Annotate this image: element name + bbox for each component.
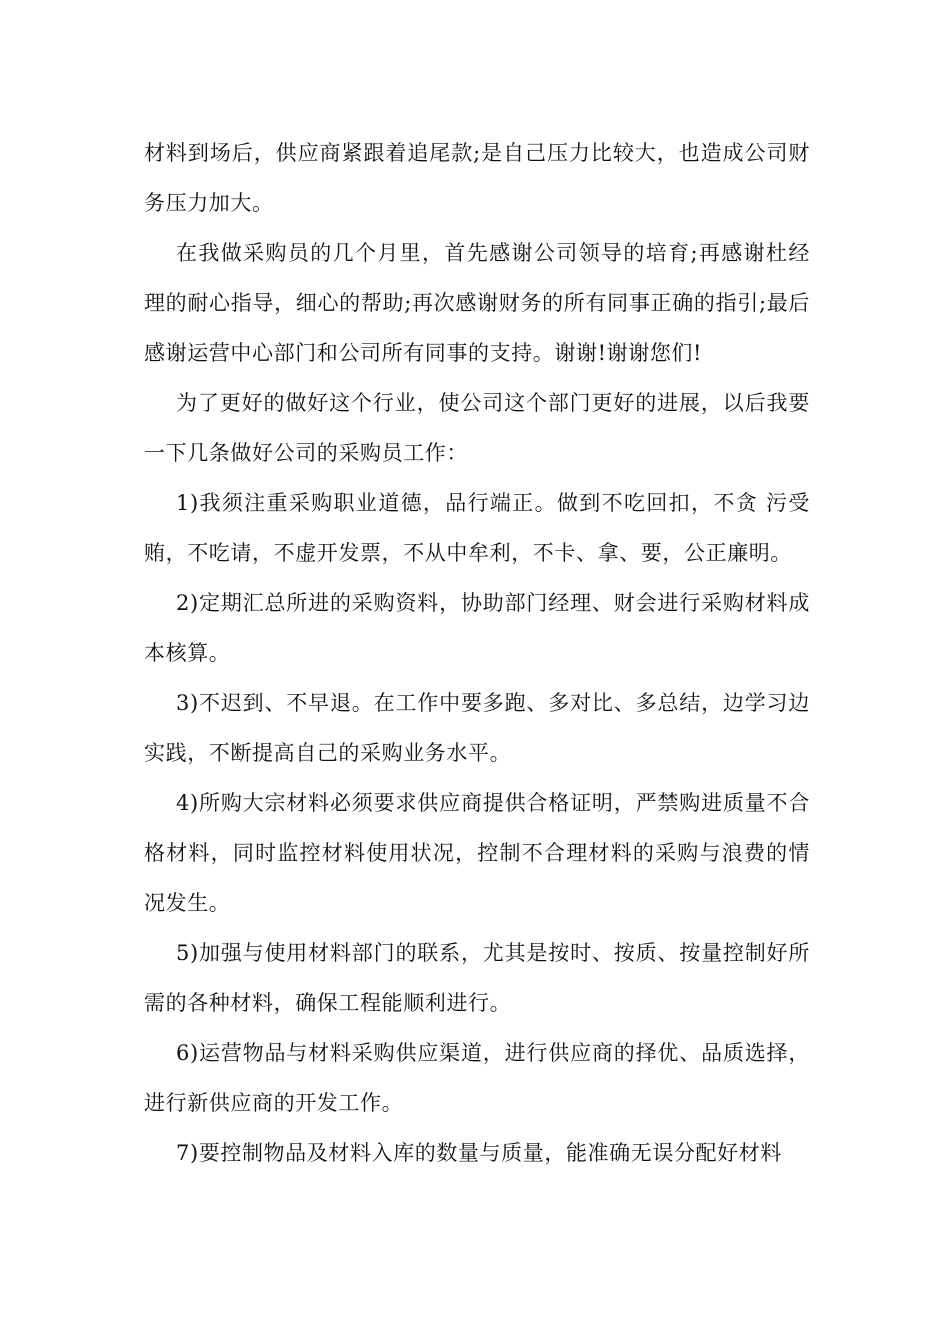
- paragraph-future-plan: 为了更好的做好这个行业，使公司这个部门更好的进展，以后我要一下几条做好公司的采购员工作：: [144, 391, 810, 465]
- list-item-1-ethics: 1)我须注重采购职业道德，品行端正。做到不吃回扣，不贪 污受贿，不吃请，不虚开发票，不从中牟利，不卡、拿、要，公正廉明。: [144, 491, 810, 565]
- list-item-3-discipline: 3)不迟到、不早退。在工作中要多跑、多对比、多总结，边学习边实践，不断提高自己的采购业务水平。: [144, 691, 810, 765]
- list-item-2-cost-accounting: 2)定期汇总所进的采购资料，协助部门经理、财会进行采购材料成本核算。: [144, 591, 810, 665]
- list-item-7-inventory: 7)要控制物品及材料入库的数量与质量，能准确无误分配好材料: [176, 1141, 782, 1165]
- list-item-6-supplier-selection: 6)运营物品与材料采购供应渠道，进行供应商的择优、品质选择，进行新供应商的开发工作。: [144, 1041, 810, 1115]
- document-body: [144, 128, 810, 1178]
- list-item-5-coordination: 5)加强与使用材料部门的联系，尤其是按时、按质、按量控制好所需的各种材料，确保工程能顺利进行。: [144, 941, 810, 1015]
- paragraph-payment-pressure: 材料到场后，供应商紧跟着追尾款;是自己压力比较大，也造成公司财务压力加大。: [144, 141, 810, 215]
- paragraph-thanks: 在我做采购员的几个月里，首先感谢公司领导的培育;再感谢杜经理的耐心指导，细心的帮助;再次感谢财务的所有同事正确的指引;最后感谢运营中心部门和公司所有同事的支持。谢谢!谢谢您们!: [144, 241, 810, 365]
- list-item-4-quality-control: 4)所购大宗材料必须要求供应商提供合格证明，严禁购进质量不合格材料，同时监控材料使用状况，控制不合理材料的采购与浪费的情况发生。: [144, 791, 810, 915]
